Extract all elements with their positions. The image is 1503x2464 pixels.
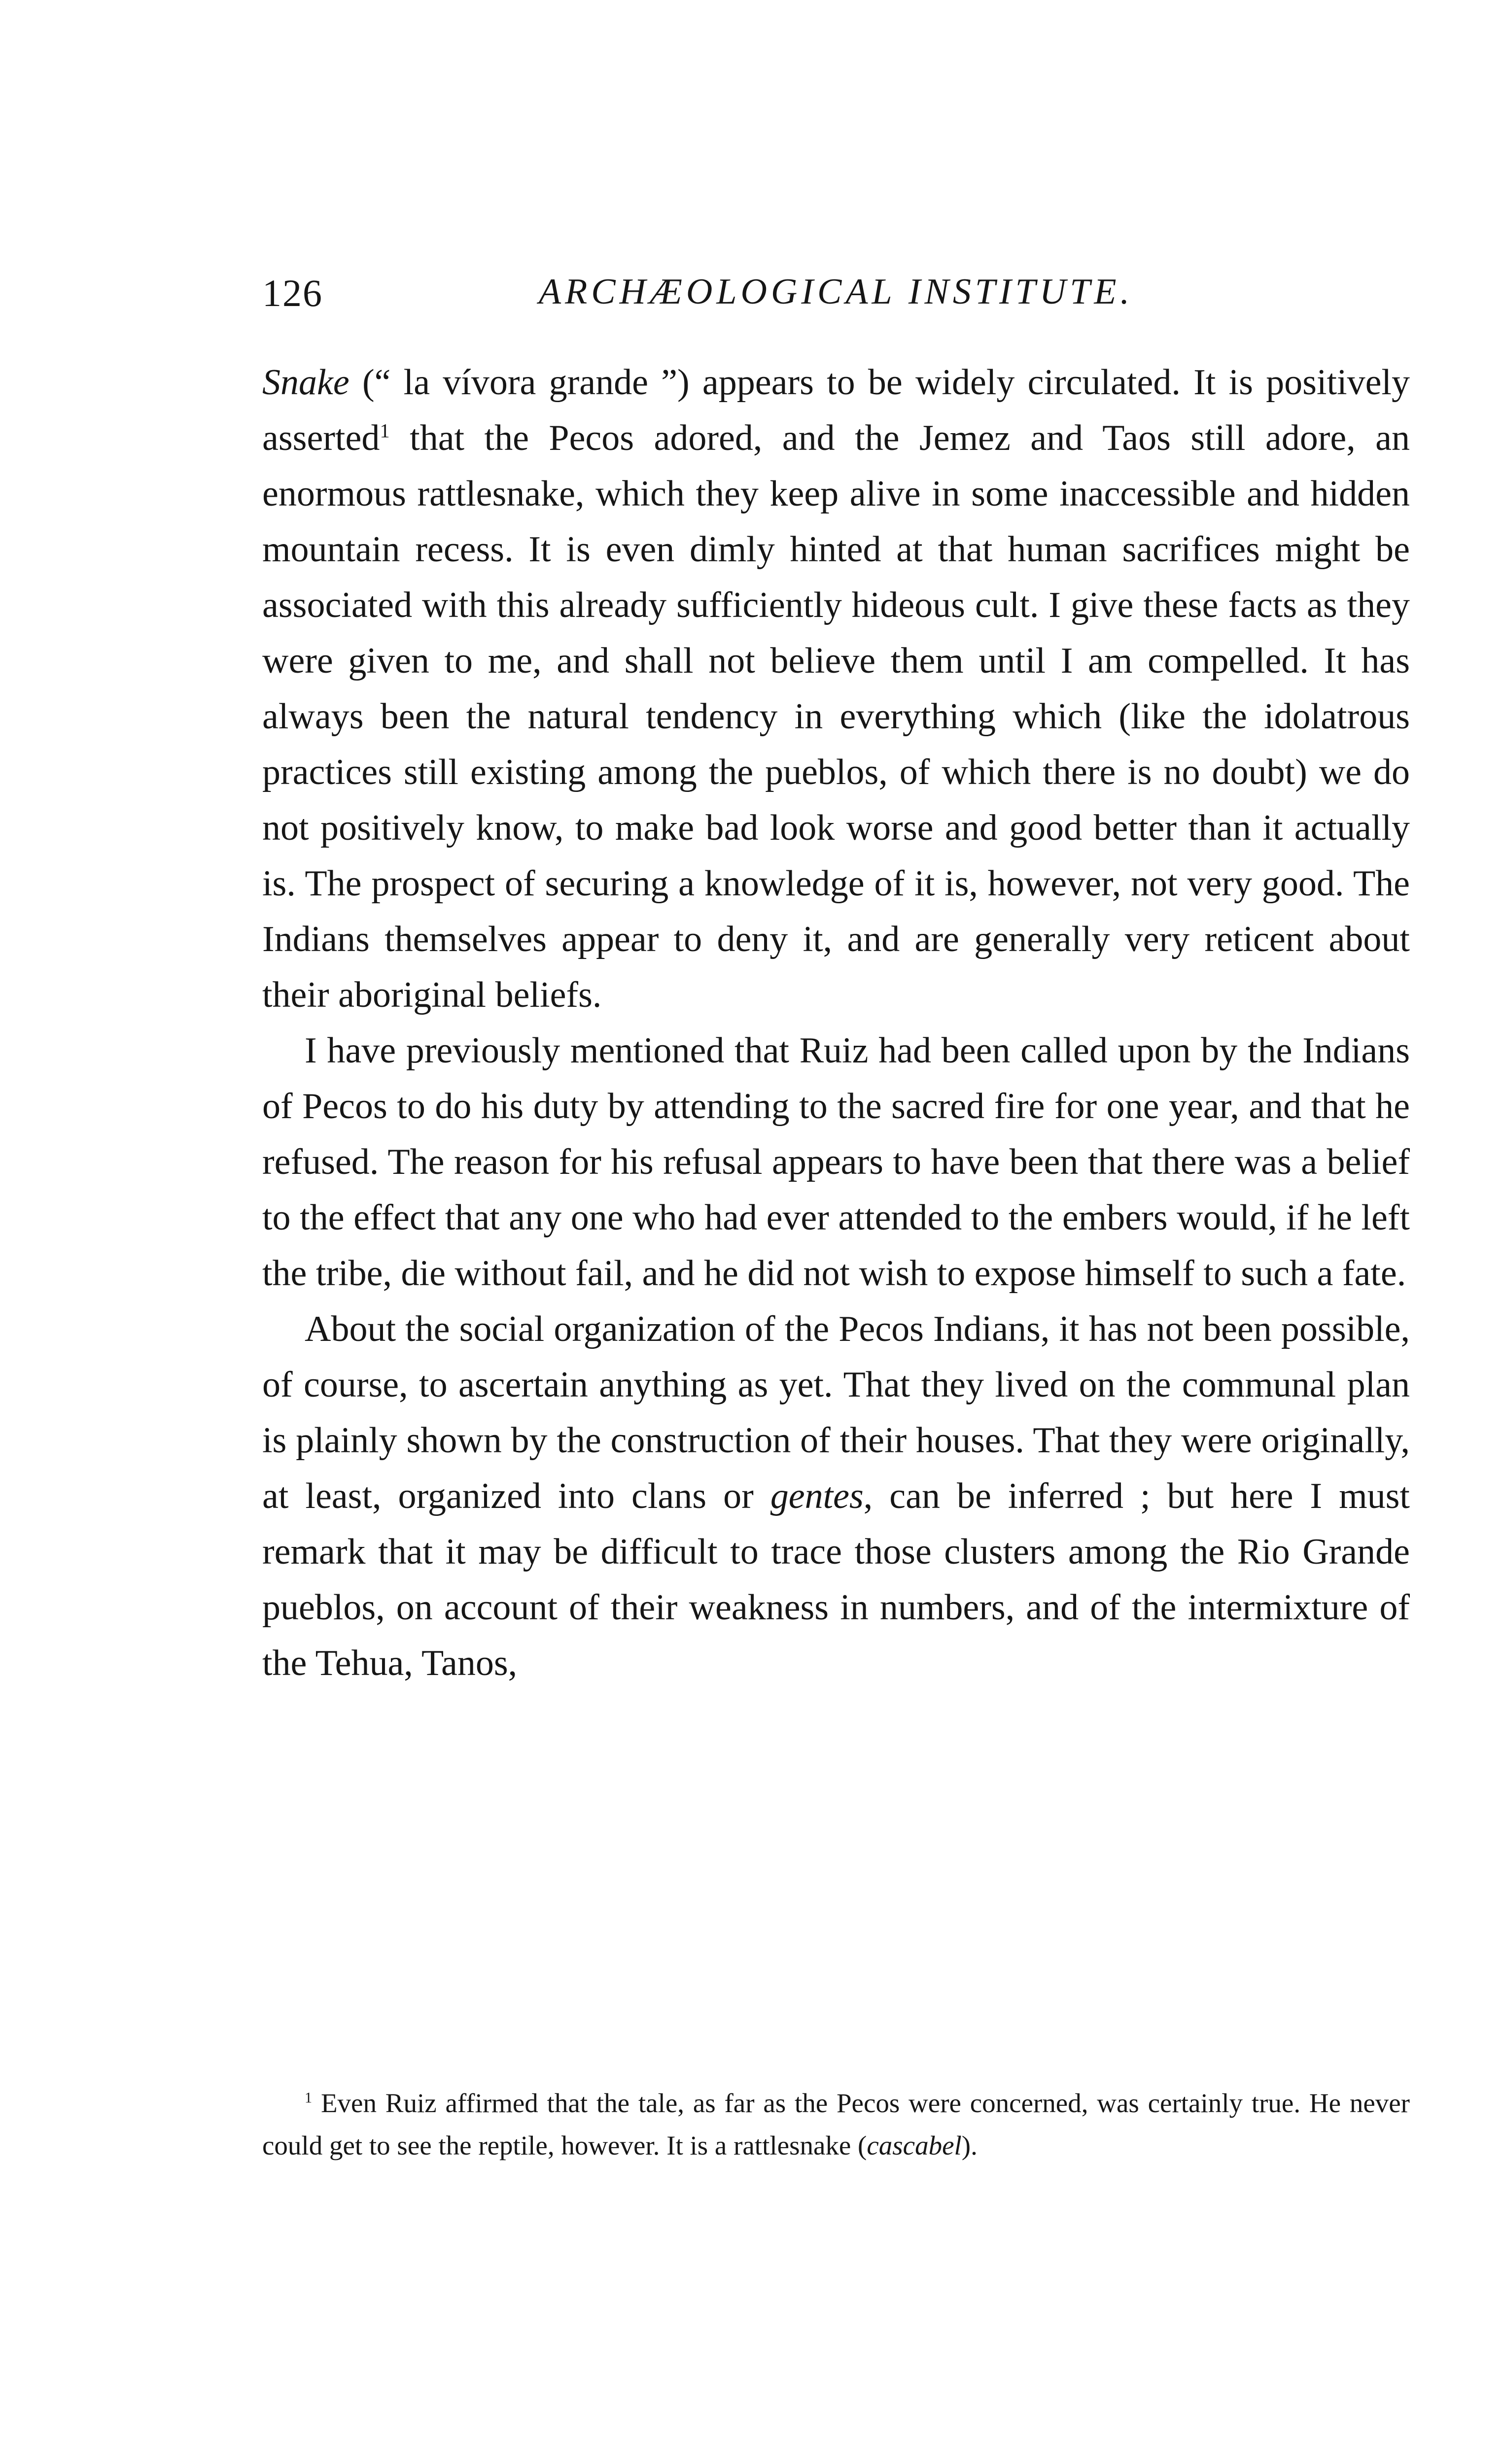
- footnote-reference: 1: [380, 419, 390, 442]
- paragraph-1: [262, 355, 1410, 1023]
- lead-italic-word: Snake: [262, 362, 350, 403]
- paragraph-1-text-b: that the Pecos adored, and the Jemez and Taos still adore, an enormous rattlesnake, which they keep alive in some inaccessible and hidden mountain recess. It is even dimly hinted at that human sacrifices might be associated with this already sufficiently hideous cult. I give these facts as they were given to me, and shall not believe them until I am compelled. It has always been the natural tendency in everything which (like the idolatrous practices still existing among the pueblos, of which there is no doubt) we do not positively know, to make bad look worse and good better than it actually is. The prospect of securing a knowledge of it is, however, not very good. The Indians themselves appear to deny it, and are generally very reticent about their aboriginal beliefs.: [262, 418, 1410, 1015]
- paragraph-3-italic: gentes: [770, 1476, 864, 1516]
- page-number: 126: [262, 272, 323, 314]
- footnote-text: [262, 2082, 1410, 2167]
- paragraph-2: I have previously mentioned that Ruiz had been called upon by the Indians of Pecos to do his duty by attending to the sacred fire for one year, and that he refused. The reason for his refusal appears to have been that there was a belief to the effect that any one who had ever attended to the embers would, if he left the tribe, die without fail, and he did not wish to expose himself to such a fate.: [262, 1030, 1410, 1294]
- paragraph-3-text-b: , can be inferred ; but here I must remark that it may be difficult to trace those clusters among the Rio Grande pueblos, on account of their weakness in numbers, and of the intermixture of the Tehua, Tanos,: [262, 1476, 1410, 1683]
- paragraph-3: [262, 1301, 1410, 1691]
- body-text: [262, 355, 1410, 1691]
- footnote-marker: 1: [305, 2089, 313, 2106]
- running-head: [262, 256, 1410, 325]
- running-title: ARCHÆOLOGICAL INSTITUTE.: [538, 272, 1134, 312]
- book-page: [262, 256, 1410, 2160]
- paragraph-1-text-a: (“ la vívora grande ”) appears to be widely circulated. It is positively asserted: [262, 362, 1410, 458]
- paragraph-3-text-a: About the social organization of the Pecos Indians, it has not been possible, of course, to ascertain anything as yet. That they lived on the communal plan is plainly shown by the construction of their houses. That they were originally, at least, organized into clans or: [262, 1309, 1410, 1516]
- footnote-text-b: ).: [961, 2130, 978, 2160]
- footnote-text-a: Even Ruiz affirmed that the tale, as far as the Pecos were concerned, was certainly true. He never could get to see the reptile, however. It is a rattlesnake (: [262, 2088, 1410, 2160]
- footnote-italic: cascabel: [867, 2130, 962, 2160]
- footnote: [262, 2082, 1410, 2167]
